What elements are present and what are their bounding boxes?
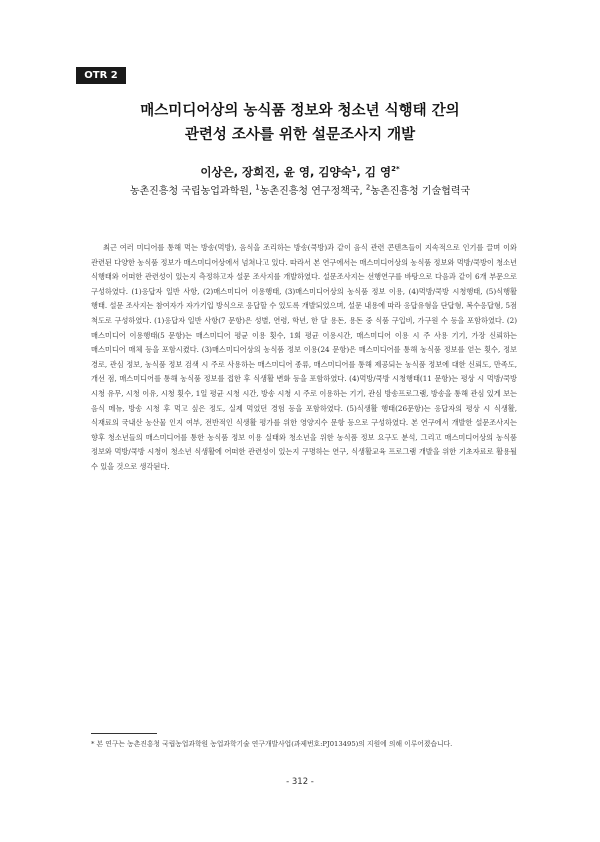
section-badge: OTR 2 <box>76 67 126 84</box>
author-names-1: 이상은, 장희진, 윤 영, 김양숙 <box>200 165 352 179</box>
funding-footnote: * 본 연구는 농촌진흥청 국립농업과학원 농업과학기술 연구개발사업(과제번호:PJ013495)의 지원에 의해 이루어졌습니다. <box>91 740 453 748</box>
title-line-2: 관련성 조사를 위한 설문조사지 개발 <box>184 127 416 143</box>
paper-title <box>60 99 540 147</box>
footnote-divider <box>91 733 157 734</box>
affiliation-mark-2: 2 <box>365 183 371 192</box>
abstract-body: 최근 여러 미디어를 통해 먹는 방송(먹방), 음식을 조리하는 방송(쿡방)과 같이 음식 관련 콘텐츠들이 지속적으로 인기를 끌며 이와 관련된 다양한 농식품 정보가 매스미디어상에서 넘쳐나고 있다. 따라서 본 연구에서는 매스미디어상의 농식품 정보와 먹방/쿡방이 청소년 식행태와 어떠한 관련성이 있는지 측정하고자 설문 조사지를 개발하였다. 설문조사지는 선행연구를 바탕으로 다음과 같이 6개 부문으로 구성하였다. (1)응답자 일반 사항, (2)매스미디어 이용행태, (3)매스미디어상의 농식품 정보 이용, (4)먹방/쿡방 시청행태, (5)식행활 행태. 설문 조사지는 참여자가 자가기입 방식으로 응답할 수 있도록 개발되었으며, 설문 내용에 따라 응답유형을 단답형, 복수응답형, 5점 척도로 구성하였다. (1)응답자 일반 사항(7 문항)은 성별, 연령, 학년, 한 달 용돈, 용돈 중 식품 구입비, 가구원 수 등을 포함하였다. (2)매스미디어 이용행태(5 문항)는 매스미디어 평균 이용 횟수, 1회 평균 이용시간, 매스미디어 이용 시 주 사용 기기, 가장 신뢰하는 매스미디어 매체 등을 포함시켰다. (3)매스미디어상의 농식품 정보 이용(24 문항)은 매스미디어를 통해 농식품 정보를 얻는 횟수, 정보 경로, 관심 정보, 농식품 정보 검색 시 주로 사용하는 매스미디어 종류, 매스미디어를 통해 제공되는 농식품 정보에 대한 신뢰도, 만족도, 개선 점, 매스미디어를 통해 농식품 정보를 접한 후 식생활 변화 등을 포함하였다. (4)먹방/쿡방 시청행태(11 문항)는 평상 시 먹방/쿡방 시청 유무, 시청 이유, 시청 횟수, 1일 평균 시청 시간, 방송 시청 시 주로 이용하는 기기, 관심 방송프로그램, 방송을 통해 관심 있게 보는 음식 메뉴, 방송 시청 후 먹고 싶은 정도, 실제 먹었던 경험 등을 포함하였다. (5)식생활 행태(26문항)는 응답자의 평상 시 식생활, 식재료의 국내산 농산물 인지 여부, 전반적인 식생활 평가를 위한 영양지수 문항 등으로 구성하였다. 본 연구에서 개발한 설문조사지는 향후 청소년들의 매스미디어를 통한 농식품 정보 이용 실태와 청소년을 위한 농식품 정보 요구도 분석, 그리고 매스미디어상의 농식품 정보와 먹방/쿡방 시청이 청소년 식생활에 어떠한 관련성이 있는지 구명하는 연구, 식생활교육 프로그램 개발을 위한 기초자료로 활용될 수 있을 것으로 생각된다. <box>91 243 517 471</box>
page-number: - 312 - <box>286 777 314 787</box>
affiliation-2: 농촌진흥청 연구정책국, <box>259 186 366 197</box>
author-list <box>60 164 540 180</box>
affiliation-1: 농촌진흥청 국립농업과학원, <box>129 186 256 197</box>
author-names-2: , 김 영 <box>356 165 392 179</box>
title-line-1: 매스미디어상의 농식품 정보와 청소년 식행태 간의 <box>140 103 460 119</box>
author-affil-mark-2: 2* <box>391 165 400 174</box>
author-affil-mark-1: 1 <box>351 165 357 174</box>
affiliation-mark-1: 1 <box>255 183 260 192</box>
affiliation-3: 농촌진흥청 기술협력국 <box>370 186 471 197</box>
affiliation-line <box>40 182 560 197</box>
